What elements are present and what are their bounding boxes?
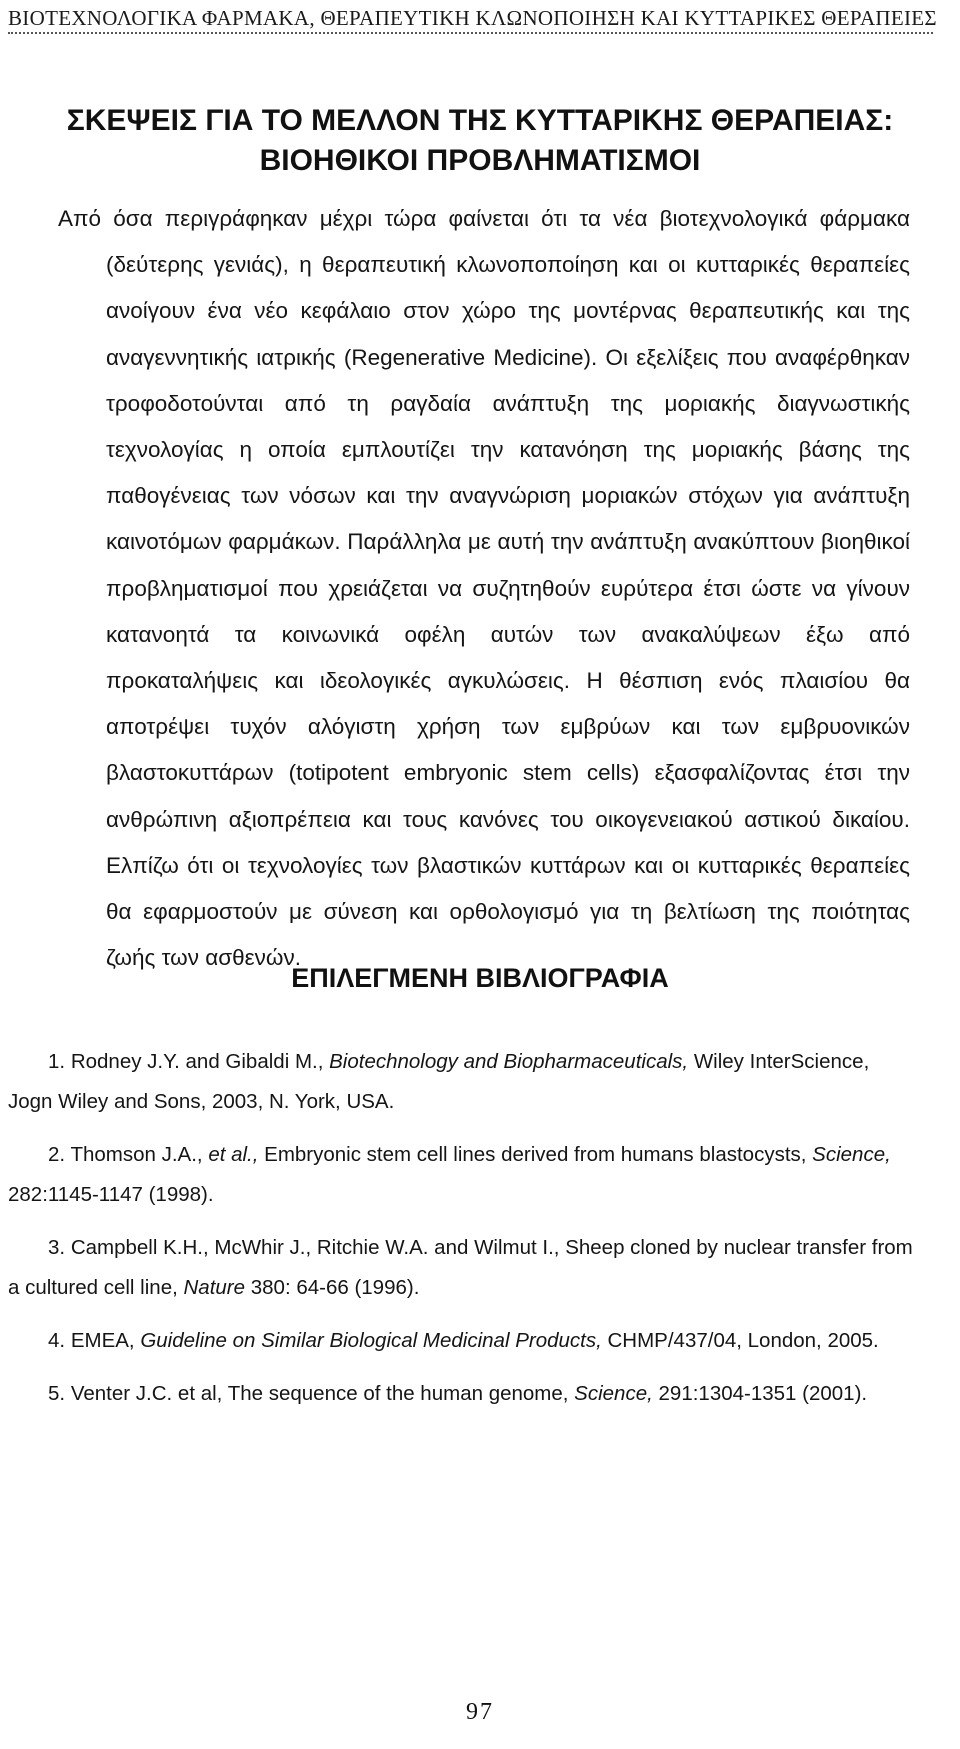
entry-publication-details: 282:1145-1147 (1998). [8,1183,214,1206]
entry-number: 4. [48,1329,66,1352]
entry-publication-details: CHMP/437/04, London, 2005. [607,1329,879,1352]
bibliography-entry-4 [8,1321,918,1361]
section-title-line-2: ΒΙΟΗΘΙΚΟΙ ΠΡΟΒΛΗΜΑΤΙΣΜΟΙ [259,144,701,177]
entry-publication-details: 291:1304-1351 (2001). [658,1382,868,1405]
entry-title: The sequence of the human genome, [227,1382,569,1405]
running-header: ΒΙΟΤΕΧΝΟΛΟΓΙΚΑ ΦΑΡΜΑΚΑ, ΘΕΡΑΠΕΥΤΙΚΗ ΚΛΩΝΟΠΟΙΗΣΗ ΚΑΙ ΚΥΤΤΑΡΙΚΕΣ ΘΕΡΑΠΕΙΕΣ [8,6,937,30]
entry-authors: Campbell K.H., McWhir J., Ritchie W.A. and Wilmut I., [70,1236,560,1259]
entry-title: Biotechnology and Biopharmaceuticals, [329,1050,689,1073]
entry-publication-details: Wiley InterScience, Jogn Wiley and Sons, 2003, N. York, USA. [8,1050,870,1113]
bibliography-heading: ΕΠΙΛΕΓΜΕΝΗ ΒΙΒΛΙΟΓΡΑΦΙΑ [291,963,669,993]
entry-authors: Rodney J.Y. and Gibaldi M., [70,1050,324,1073]
entry-title: Guideline on Similar Biological Medicinal Products, [140,1329,602,1352]
entry-et-al: et al., [208,1143,259,1166]
section-title-line-1: ΣΚΕΨΕΙΣ ΓΙΑ ΤΟ ΜΕΛΛΟΝ ΤΗΣ ΚΥΤΤΑΡΙΚΗΣ ΘΕΡΑΠΕΙΑΣ: [66,104,894,137]
bibliography-entry-3 [8,1228,918,1308]
header-divider [8,32,933,34]
entry-journal: Science, [574,1382,653,1405]
page-number: 97 [466,1699,494,1725]
entry-journal: Science, [812,1143,891,1166]
entry-authors: Thomson J.A., [70,1143,203,1166]
entry-authors: Venter J.C. et al, [70,1382,223,1405]
entry-number: 2. [48,1143,66,1166]
body-paragraph: Από όσα περιγράφηκαν μέχρι τώρα φαίνεται ότι τα νέα βιοτεχνολογικά φάρμακα (δεύτερης γενιάς), η θεραπευτική κλωνοποποίηση και οι κυτταρικές θεραπείες ανοίγουν ένα νέο κεφάλαιο στον χώρο της μοντέρνας θεραπευτικής και της αναγεννητικής ιατρικής (Regenerative Medicine). Οι εξελίξεις που αναφέρθηκαν τροφοδοτούνται από τη ραγδαία ανάπτυξη της μοριακής διαγνωστικής τεχνολογίας η οποία εμπλουτίζει την κατανόηση της μοριακής βάσης της παθογένειας των νόσων και την αναγνώριση μοριακών στόχων για ανάπτυξη καινοτόμων φαρμάκων. Παράλληλα με αυτή την ανάπτυξη ανακύπτουν βιοηθικοί προβληματισμοί που χρειάζεται να συζητηθούν ευρύτερα έτσι ώστε να γίνουν κατανοητά τα κοινωνικά οφέλη αυτών των ανακαλύψεων έξω από προκαταλήψεις και ιδεολογικές αγκυλώσεις. Η θέσπιση ενός πλαισίου θα αποτρέψει τυχόν αλόγιστη χρήση των εμβρύων και των εμβρυονικών βλαστοκυττάρων (totipotent embryonic stem cells) εξασφαλίζοντας έτσι την ανθρώπινη αξιοπρέπεια και τους κανόνες του οικογενειακού αστικού δικαίου. Ελπίζω ότι οι τεχνολογίες των βλαστικών κυττάρων και οι κυτταρικές θεραπείες θα εφαρμοστούν με σύνεση και ορθολογισμό για τη βελτίωση της ποιότητας ζωής των ασθενών. [58,206,910,971]
bibliography-list [8,1042,918,1427]
entry-number: 1. [48,1050,66,1073]
entry-publication-details: 380: 64-66 (1996). [250,1276,420,1299]
entry-number: 5. [48,1382,66,1405]
entry-number: 3. [48,1236,66,1259]
bibliography-entry-5 [8,1374,918,1414]
entry-title: Embryonic stem cell lines derived from humans blastocysts, [264,1143,807,1166]
body-paragraph-container [58,196,910,981]
entry-title: Sheep cloned by nuclear transfer from a cultured cell line, [8,1236,913,1299]
entry-authors: EMEA, [70,1329,135,1352]
entry-journal: Nature [183,1276,246,1299]
bibliography-entry-2 [8,1135,918,1215]
bibliography-entry-1 [8,1042,918,1122]
